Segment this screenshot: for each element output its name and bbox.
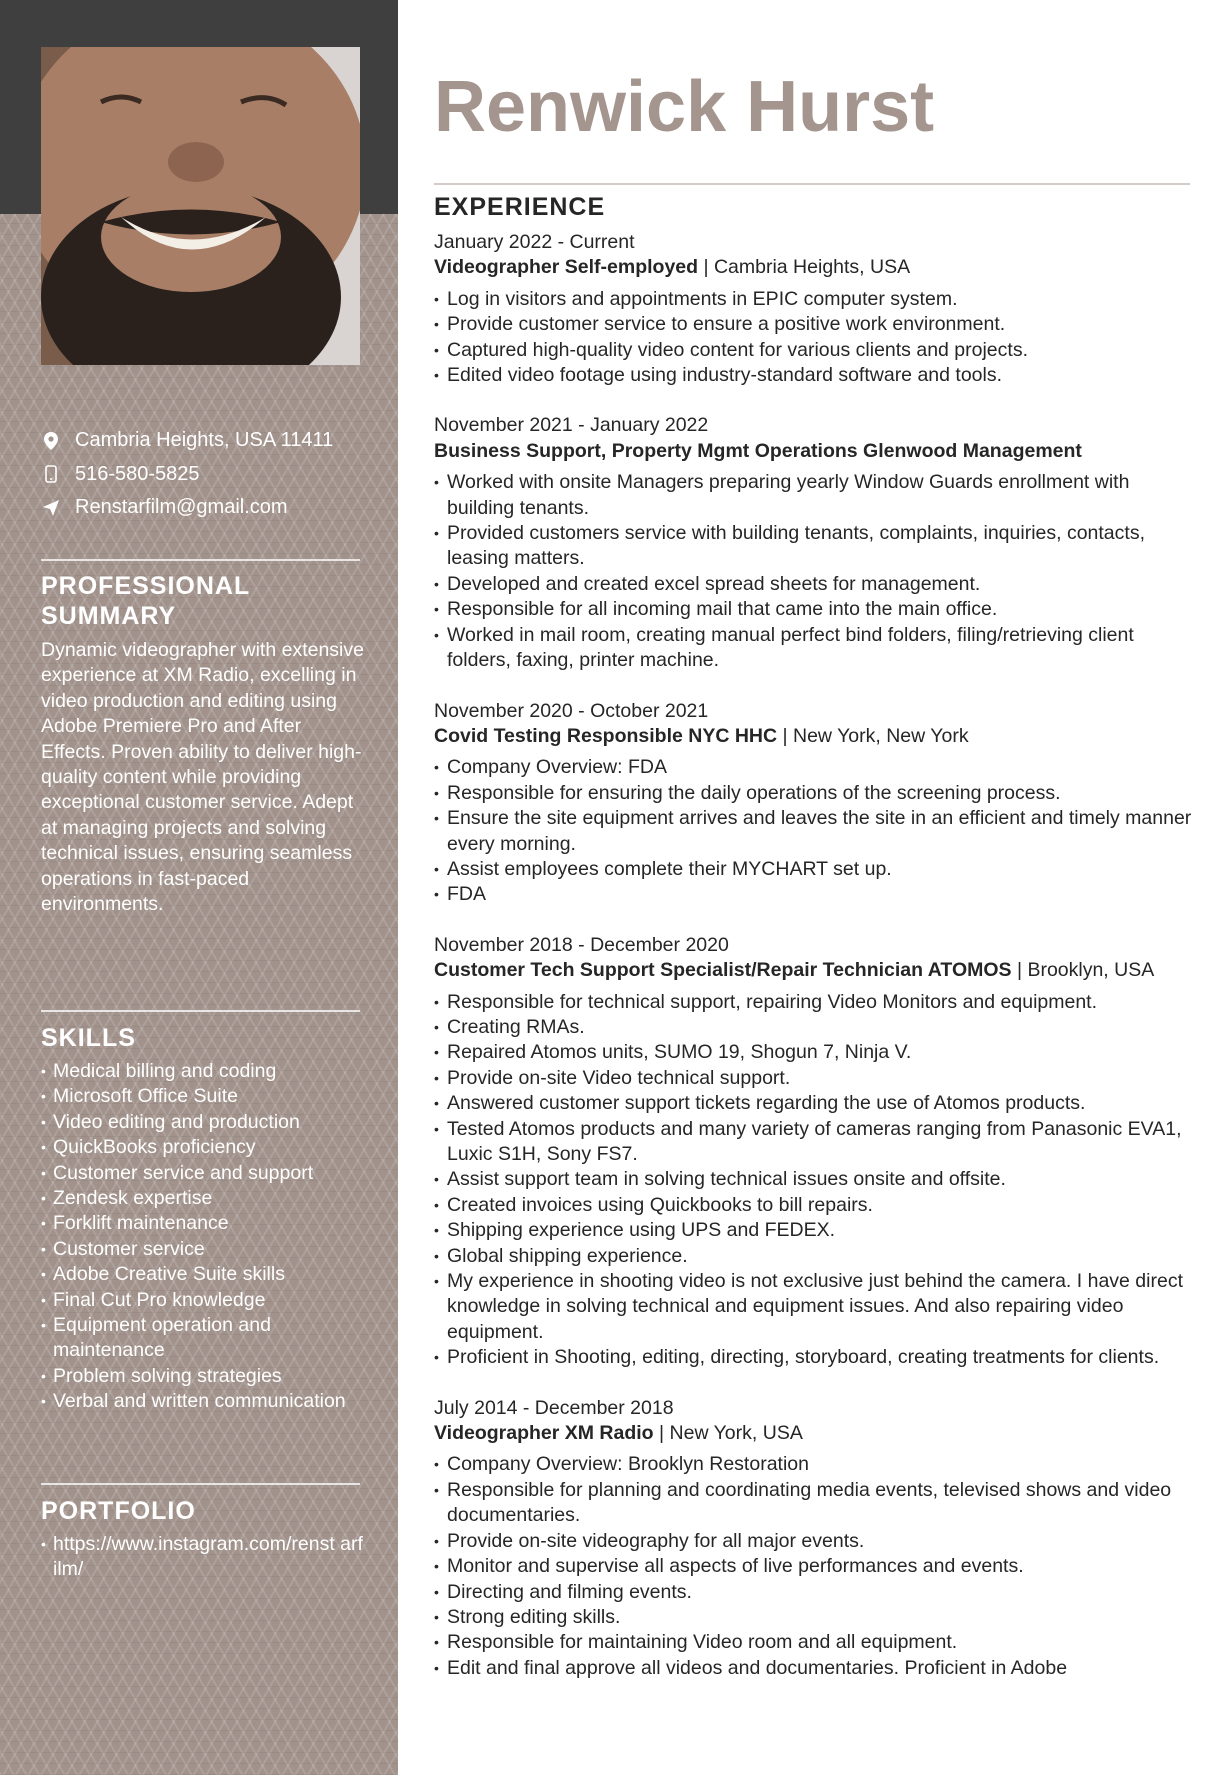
profile-photo bbox=[41, 47, 360, 365]
job-entry bbox=[434, 1396, 1194, 1681]
job-separator: | bbox=[777, 724, 793, 747]
job-bullet: • Tested Atomos products and many variety of cameras ranging from Panasonic EVA1, Luxic S1H, Sony FS7. bbox=[434, 1117, 1194, 1168]
skill-item: • Verbal and written communication bbox=[41, 1389, 371, 1414]
job-entry bbox=[434, 230, 1194, 388]
job-bullet: • Ensure the site equipment arrives and leaves the site in an efficient and timely manner every morning. bbox=[434, 806, 1194, 857]
job-bullet: • Responsible for technical support, repairing Video Monitors and equipment. bbox=[434, 990, 1194, 1015]
job-bullet: • Directing and filming events. bbox=[434, 1580, 1194, 1605]
job-bullet: • Edited video footage using industry-standard software and tools. bbox=[434, 363, 1194, 388]
job-bullet: • Assist support team in solving technical issues onsite and offsite. bbox=[434, 1167, 1194, 1192]
job-bullet: • My experience in shooting video is not exclusive just behind the camera. I have direct knowledge in solving technical and equipment issues. And also repairing video equipment. bbox=[434, 1269, 1194, 1345]
skill-item: • Problem solving strategies bbox=[41, 1364, 371, 1389]
job-bullet: • Monitor and supervise all aspects of live performances and events. bbox=[434, 1554, 1194, 1579]
job-bullets bbox=[434, 470, 1194, 673]
job-bullets bbox=[434, 990, 1194, 1371]
job-title: Covid Testing Responsible NYC HHC bbox=[434, 724, 778, 747]
job-bullet: • FDA bbox=[434, 882, 1194, 907]
job-bullet: • Worked with onsite Managers preparing yearly Window Guards enrollment with building tenants. bbox=[434, 470, 1194, 521]
skill-item: • QuickBooks proficiency bbox=[41, 1135, 371, 1160]
skill-item: • Medical billing and coding bbox=[41, 1059, 371, 1084]
job-bullet: • Responsible for planning and coordinating media events, televised shows and video documentaries. bbox=[434, 1478, 1194, 1529]
phone-icon bbox=[41, 464, 61, 484]
skill-item: • Video editing and production bbox=[41, 1110, 371, 1135]
job-title-line bbox=[434, 439, 1194, 464]
job-entry bbox=[434, 413, 1194, 673]
skill-item: • Equipment operation and maintenance bbox=[41, 1313, 371, 1364]
job-location: Cambria Heights, USA bbox=[713, 256, 911, 279]
job-location: Brooklyn, USA bbox=[1027, 959, 1155, 982]
job-title-line bbox=[434, 724, 1194, 749]
job-location: New York, New York bbox=[793, 724, 969, 747]
job-date: November 2018 - December 2020 bbox=[434, 933, 729, 956]
job-entry bbox=[434, 699, 1194, 908]
job-title: Customer Tech Support Specialist/Repair Technician ATOMOS bbox=[434, 959, 1012, 982]
skills-heading: SKILLS bbox=[41, 1024, 136, 1052]
job-title: Business Support, Property Mgmt Operations Glenwood Management bbox=[434, 439, 1082, 462]
skill-item: • Zendesk expertise bbox=[41, 1186, 371, 1211]
divider bbox=[41, 559, 360, 561]
job-title: Videographer XM Radio bbox=[434, 1422, 654, 1445]
job-date: November 2021 - January 2022 bbox=[434, 414, 709, 437]
sidebar bbox=[0, 0, 398, 1775]
candidate-name: Renwick Hurst bbox=[434, 67, 935, 147]
header-divider bbox=[434, 183, 1190, 185]
skill-item: • Microsoft Office Suite bbox=[41, 1084, 371, 1109]
summary-text: Dynamic videographer with extensive experience at XM Radio, excelling in video production and editing using Adobe Premiere Pro and After Effects. Proven ability to deliver high-quality content while providing exceptional customer service. Adept at managing projects and solving technical issues, ensuring seamless operations in fast-paced environments. bbox=[41, 639, 364, 916]
skill-item: • Forklift maintenance bbox=[41, 1211, 371, 1236]
job-bullet: • Provided customers service with building tenants, complaints, inquiries, contacts, leasing matters. bbox=[434, 521, 1194, 572]
job-bullet: • Responsible for all incoming mail that came into the main office. bbox=[434, 597, 1194, 622]
contact-list bbox=[41, 424, 371, 525]
divider bbox=[41, 1010, 360, 1012]
job-date: November 2020 - October 2021 bbox=[434, 699, 709, 722]
job-title: Videographer Self-employed bbox=[434, 256, 699, 279]
job-date: January 2022 - Current bbox=[434, 231, 635, 253]
contact-phone-text[interactable]: 516-580-5825 bbox=[75, 462, 200, 485]
job-bullet: • Created invoices using Quickbooks to bill repairs. bbox=[434, 1193, 1194, 1218]
job-bullet: • Provide on-site videography for all major events. bbox=[434, 1529, 1194, 1554]
job-bullet: • Answered customer support tickets regarding the use of Atomos products. bbox=[434, 1091, 1194, 1116]
job-separator: | bbox=[698, 256, 714, 279]
job-bullets bbox=[434, 1452, 1194, 1681]
job-bullet: • Company Overview: Brooklyn Restoration bbox=[434, 1452, 1194, 1477]
job-bullet: • Provide customer service to ensure a positive work environment. bbox=[434, 312, 1194, 337]
job-bullet: • Responsible for maintaining Video room and all equipment. bbox=[434, 1630, 1194, 1655]
job-separator: | bbox=[1011, 959, 1028, 982]
portfolio-link[interactable]: • https://www.instagram.com/renst arfilm/ bbox=[41, 1532, 366, 1583]
summary-heading: PROFESSIONAL SUMMARY bbox=[41, 572, 251, 630]
job-bullet: • Assist employees complete their MYCHART set up. bbox=[434, 857, 1194, 882]
job-title-line bbox=[434, 1421, 1194, 1446]
job-bullet: • Provide on-site Video technical support. bbox=[434, 1066, 1194, 1091]
experience-list bbox=[434, 230, 1194, 1706]
job-bullet: • Captured high-quality video content for various clients and projects. bbox=[434, 338, 1194, 363]
job-bullet: • Repaired Atomos units, SUMO 19, Shogun 7, Ninja V. bbox=[434, 1040, 1194, 1065]
skill-item: • Customer service and support bbox=[41, 1161, 371, 1186]
job-bullet: • Responsible for ensuring the daily operations of the screening process. bbox=[434, 781, 1194, 806]
contact-email-text[interactable]: Renstarfilm@gmail.com bbox=[75, 496, 288, 519]
job-separator: | bbox=[653, 1422, 670, 1445]
skill-item: • Adobe Creative Suite skills bbox=[41, 1262, 371, 1287]
job-bullet: • Developed and created excel spread sheets for management. bbox=[434, 572, 1194, 597]
job-title-line bbox=[434, 958, 1194, 983]
job-location: New York, USA bbox=[669, 1422, 803, 1445]
contact-phone bbox=[41, 458, 371, 492]
contact-location bbox=[41, 424, 371, 458]
divider bbox=[41, 1483, 360, 1485]
send-icon bbox=[41, 498, 61, 518]
job-bullets bbox=[434, 287, 1194, 389]
contact-email bbox=[41, 491, 371, 525]
contact-location-text: Cambria Heights, USA 11411 bbox=[75, 429, 334, 452]
skills-list bbox=[41, 1059, 371, 1415]
job-date: July 2014 - December 2018 bbox=[434, 1396, 674, 1419]
job-bullets bbox=[434, 755, 1194, 907]
job-bullet: • Edit and final approve all videos and documentaries. Proficient in Adobe bbox=[434, 1656, 1194, 1681]
skill-item: • Final Cut Pro knowledge bbox=[41, 1288, 371, 1313]
job-bullet: • Company Overview: FDA bbox=[434, 755, 1194, 780]
job-bullet: • Proficient in Shooting, editing, directing, storyboard, creating treatments for clients. bbox=[434, 1345, 1194, 1370]
job-bullet: • Strong editing skills. bbox=[434, 1605, 1194, 1630]
skill-item: • Customer service bbox=[41, 1237, 371, 1262]
job-bullet: • Global shipping experience. bbox=[434, 1244, 1194, 1269]
location-pin-icon bbox=[41, 431, 61, 451]
job-bullet: • Shipping experience using UPS and FEDEX. bbox=[434, 1218, 1194, 1243]
portfolio-heading: PORTFOLIO bbox=[41, 1497, 196, 1525]
job-bullet: • Worked in mail room, creating manual perfect bind folders, filing/retrieving client folders, faxing, printer machine. bbox=[434, 623, 1194, 674]
portfolio-list bbox=[41, 1532, 366, 1583]
experience-heading: EXPERIENCE bbox=[434, 193, 606, 221]
job-bullet: • Creating RMAs. bbox=[434, 1015, 1194, 1040]
job-entry bbox=[434, 933, 1194, 1371]
job-title-line bbox=[434, 255, 1194, 280]
job-bullet: • Log in visitors and appointments in EPIC computer system. bbox=[434, 287, 1194, 312]
